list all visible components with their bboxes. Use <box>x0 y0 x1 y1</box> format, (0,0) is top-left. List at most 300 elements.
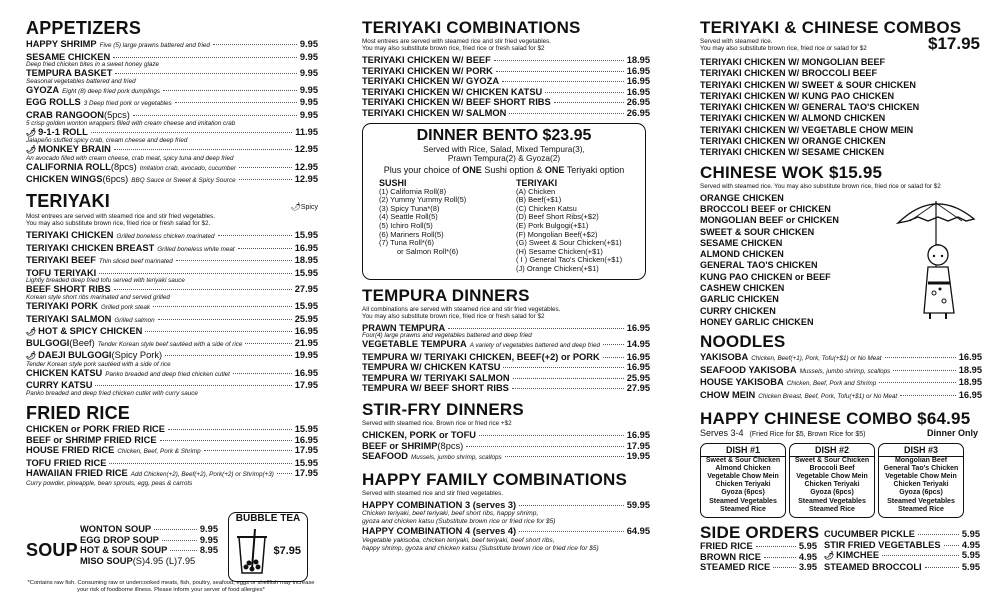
menu-item-wonton-soup <box>80 524 218 535</box>
menu-item-teriyaki-chicken-breast <box>26 243 318 256</box>
item-subtext: 5 crisp golden wonton wrappers filled with cream cheese and imitation crab <box>26 119 236 127</box>
item-name: CHICKEN KATSU <box>26 367 103 378</box>
item-qualifier: (Beef) <box>69 337 95 348</box>
dot-leader <box>944 545 959 546</box>
item-price: 9.95 <box>199 534 218 545</box>
item-name: TEMPURA W/ TERIYAKI SALMON <box>362 372 510 383</box>
menu-item-teriyaki-chicken-w-beef <box>362 55 650 66</box>
item-description: Chicken, Beef(+1), Pork, Tofu(+$1) or No Meat <box>751 355 882 363</box>
dot-leader <box>158 319 292 320</box>
menu-item-teriyaki-chicken-w-salmon <box>362 108 650 119</box>
item-price: 3.95 <box>798 562 817 573</box>
item-price: 16.95 <box>958 352 982 363</box>
item-price: 11.95 <box>295 126 318 137</box>
menu-item-tempura-w-beef-short-ribs <box>362 383 650 394</box>
dot-leader <box>113 57 297 58</box>
menu-item-brown-rice <box>700 552 817 563</box>
item-price: 16.95 <box>626 65 650 76</box>
menu-item-beef-or-shrimp-fried-rice <box>26 435 318 446</box>
item-name: TERIYAKI CHICKEN W/ SALMON <box>362 107 507 118</box>
menu-item-teriyaki-chicken-w-vegetable-chow-mein: TERIYAKI CHICKEN W/ VEGETABLE CHOW MEIN <box>700 124 914 135</box>
dinner-bento-box <box>362 123 646 280</box>
item-price: 16.95 <box>958 390 982 401</box>
item-name: TERIYAKI BEEF <box>26 255 96 266</box>
item-price: 12.95 <box>294 174 318 185</box>
item-name: TEMPURA W/ BEEF SHORT RIBS <box>362 383 509 394</box>
noodles-title: NOODLES <box>700 332 786 352</box>
item-price: 16.95 <box>626 86 650 97</box>
bento-option: (E) Pork Bulgogi(+$1) <box>516 220 589 230</box>
item-name: EGG DROP SOUP <box>80 534 159 545</box>
side-orders-title: SIDE ORDERS <box>700 523 820 543</box>
bento-sushi-options <box>379 178 500 274</box>
item-price: 18.95 <box>626 55 650 65</box>
item-price: 8.95 <box>199 545 218 556</box>
bento-option: (7) Tuna Roll*(6) <box>379 238 435 248</box>
item-name: EGG ROLLS <box>26 97 81 108</box>
item-price: 27.95 <box>626 383 650 394</box>
menu-item-chicken-katsu <box>26 368 318 381</box>
item-price: 9.95 <box>299 97 318 108</box>
item-description: Five (5) large prawns battered and fried <box>99 42 210 49</box>
dot-leader <box>603 357 624 358</box>
dot-leader <box>114 149 292 150</box>
chili-icon: 🌶 <box>26 351 37 361</box>
dish-item: Gyoza (6pcs) <box>721 489 765 497</box>
bento-option: (A) Chicken <box>516 186 556 196</box>
item-price: 16.95 <box>626 322 650 333</box>
dot-leader <box>176 260 292 261</box>
item-subtext: Deep fried chicken bites in a sweet honey glaze <box>26 61 160 69</box>
item-price: 25.95 <box>294 313 318 324</box>
item-description: Tender Korean style beef sautéed with a side of rice <box>97 340 243 348</box>
dot-leader <box>99 273 291 274</box>
menu-item-sweet-sour-chicken: SWEET & SOUR CHICKEN <box>700 226 815 237</box>
dot-leader <box>603 344 624 345</box>
dot-leader <box>503 367 623 368</box>
tc-combos-title: TERIYAKI & CHINESE COMBOS <box>700 18 962 37</box>
item-name: TERIYAKI CHICKEN W/ PORK <box>362 65 493 76</box>
dish-box-3 <box>878 443 964 518</box>
teriyaki-combos-note-2: You may also substitute brown rice, fried rice or fresh salad for $2 <box>362 45 545 52</box>
dish-item: Steamed Rice <box>809 505 855 513</box>
wok-title: CHINESE WOK $15.95 <box>700 162 883 182</box>
tc-combos-list <box>700 57 982 159</box>
dish-item: Steamed Vegetables <box>709 497 777 505</box>
dish-item: Vegetable Chow Mein <box>707 473 779 481</box>
dot-leader <box>479 435 624 436</box>
bubble-tea-price: $7.95 <box>273 545 301 557</box>
dot-leader <box>133 115 297 116</box>
soup-title: SOUP <box>26 540 78 560</box>
dot-leader <box>494 60 624 61</box>
dish-item: Steamed Rice <box>720 505 766 513</box>
item-qualifier: (Spicy Pork) <box>111 350 163 361</box>
soup-list <box>80 524 218 566</box>
bento-option: (3) Spicy Tuna*(8) <box>379 203 440 213</box>
item-name: HAPPY SHRIMP <box>26 39 97 49</box>
dot-leader <box>163 90 297 91</box>
item-name: WONTON SOUP <box>80 524 152 534</box>
item-name: HAPPY COMBINATION 3 (serves 3) <box>362 499 517 510</box>
item-description: A variety of vegetables battered and deep fried <box>469 342 601 350</box>
bento-option: or Salmon Roll*(6) <box>397 246 459 256</box>
item-price: 16.95 <box>626 76 650 87</box>
menu-item-yakisoba <box>700 352 982 365</box>
menu-item-teriyaki-chicken-w-sesame-chicken: TERIYAKI CHICKEN W/ SESAME CHICKEN <box>700 147 885 158</box>
family-note: Served with steamed rice and stir fried vegetables. <box>362 489 504 497</box>
chili-icon: 🌶 <box>26 327 37 337</box>
item-name: FRIED RICE <box>700 541 753 552</box>
dish-item: Vegetable Chow Mein <box>796 473 868 481</box>
menu-item-egg-rolls <box>26 97 318 110</box>
item-subtext: Tender Korean style pork sautéed with a side of rice <box>26 360 171 368</box>
dot-leader <box>153 306 292 307</box>
item-description: Add Chicken(+2), Beef(+2), Pork(+2) or Shrimp(+3) <box>130 471 274 479</box>
item-description: Eight (8) deep fried pork dumplings <box>62 87 161 95</box>
teriyaki-note-1: Most entrees are served with steamed rice and stir fried vegetables. <box>26 212 215 220</box>
menu-item-teriyaki-chicken-w-beef-short-ribs <box>362 97 650 108</box>
item-price: 26.95 <box>626 97 650 108</box>
menu-item-chicken-pork-or-tofu <box>362 430 650 441</box>
dot-leader <box>233 373 292 374</box>
chili-icon: 🌶 <box>290 201 301 211</box>
menu-item-tempura-w-teriyaki-salmon <box>362 373 650 384</box>
menu-item-broccoli-beef-or-chicken: BROCCOLI BEEF or CHICKEN <box>700 203 831 214</box>
item-name: TERIYAKI CHICKEN BREAST <box>26 242 155 253</box>
item-description: Chicken, Beef, Pork and Shrimp <box>786 380 877 388</box>
dot-leader <box>154 529 197 530</box>
item-subtext: happy shrimp, gyoza and chicken katsu (Substitute brown rice or fried rice for $5) <box>362 545 599 553</box>
item-price: 17.95 <box>294 380 318 391</box>
dish-item: Vegetable Chow Mein <box>885 473 957 481</box>
item-price: 5.95 <box>961 550 980 561</box>
stirfry-note: Served with steamed rice. Brown rice or fried rice +$2 <box>362 420 512 428</box>
dish-box-1 <box>700 443 786 518</box>
bento-option: (F) Mongolian Beef(+$2) <box>516 229 598 239</box>
dot-leader <box>245 343 291 344</box>
menu-item-steamed-broccoli <box>824 562 980 573</box>
noodles-list <box>700 352 982 402</box>
menu-item-house-yakisoba <box>700 377 982 390</box>
item-name: SESAME CHICKEN <box>26 51 111 62</box>
menu-item-miso-soup <box>80 556 218 567</box>
family-title: HAPPY FAMILY COMBINATIONS <box>362 469 628 489</box>
bubble-tea-box <box>228 512 308 582</box>
item-name: STEAMED BROCCOLI <box>824 561 922 572</box>
item-price: 21.95 <box>294 337 318 348</box>
bento-option: (6) Mariners Roll(5) <box>379 229 444 239</box>
dish-item: Chicken Teriyaki <box>715 481 771 489</box>
menu-item-teriyaki-chicken-w-chicken-katsu <box>362 87 650 98</box>
item-price: 15.95 <box>294 300 318 311</box>
dot-leader <box>160 440 292 441</box>
menu-item-almond-chicken: ALMOND CHICKEN <box>700 249 784 260</box>
menu-item-teriyaki-chicken-w-pork <box>362 66 650 77</box>
item-price: 16.95 <box>294 242 318 253</box>
bento-option: (C) Chicken Katsu <box>516 203 577 213</box>
dot-leader <box>519 531 624 532</box>
tc-combos-note-1: Served with steamed rice. <box>700 38 773 45</box>
bento-choice: Plus your choice of ONE Sushi option & ONE Teriyaki option <box>383 164 625 175</box>
dot-leader <box>554 102 624 103</box>
dot-leader <box>756 546 796 547</box>
menu-item-teriyaki-chicken-w-sweet-sour-chicken: TERIYAKI CHICKEN W/ SWEET & SOUR CHICKEN <box>700 79 916 90</box>
menu-item-garlic-chicken: GARLIC CHICKEN <box>700 294 779 305</box>
item-subtext: Lightly breaded deep fried tofu served with teriyaki sauce <box>26 277 185 285</box>
dot-leader <box>168 429 292 430</box>
bento-option: (1) California Roll(8) <box>379 186 447 196</box>
dot-leader <box>505 456 624 457</box>
geisha-umbrella-illustration <box>890 193 980 323</box>
menu-item-tofu-fried-rice <box>26 458 318 469</box>
item-name: TERIYAKI CHICKEN W/ BEEF SHORT RIBS <box>362 97 551 108</box>
item-price: 14.95 <box>626 339 650 350</box>
dot-leader <box>109 463 291 464</box>
item-description: Chicken, Beef, Pork & Shrimp <box>117 448 201 456</box>
dish-item: General Tao's Chicken <box>883 464 959 472</box>
item-name: HOUSE YAKISOBA <box>700 377 784 388</box>
bento-option: (J) Orange Chicken(+$1) <box>516 263 599 273</box>
teriyaki-combos-note-1: Most entrees are served with steamed rice and stir fried vegetables. <box>362 38 551 45</box>
dishes-row <box>700 443 982 518</box>
item-qualifier: (8pcs) <box>110 161 137 172</box>
bubble-tea-cup-icon <box>235 529 269 575</box>
dot-leader <box>277 473 292 474</box>
item-name: MISO SOUP <box>80 555 133 566</box>
teriyaki-title: TERIYAKI <box>26 190 110 211</box>
chili-icon: 🌶 <box>26 127 37 137</box>
dot-leader <box>512 388 624 389</box>
item-name: HOUSE FRIED RICE <box>26 445 115 456</box>
stirfry-title: STIR-FRY DINNERS <box>362 400 524 420</box>
dot-leader <box>162 540 197 541</box>
item-description: Imitation crab, avocado, cucumber <box>139 164 236 172</box>
item-subtext: Jalapeño stuffed spicy crab, cream cheese and deep fried <box>26 137 188 145</box>
item-name: TERIYAKI CHICKEN W/ CHICKEN KATSU <box>362 86 543 97</box>
menu-item-mongolian-beef-or-chicken: MONGOLIAN BEEF or CHICKEN <box>700 215 839 226</box>
dot-leader <box>773 567 796 568</box>
bento-option: (G) Sweet & Sour Chicken(+$1) <box>516 238 622 248</box>
dish-title: DISH #1 <box>701 444 785 457</box>
item-price: 5.95 <box>961 529 980 540</box>
dot-leader <box>218 235 292 236</box>
item-name: VEGETABLE TEMPURA <box>362 339 467 350</box>
bento-option: (5) Ichiro Roll(5) <box>379 220 433 230</box>
wok-note: Served with steamed rice. You may also substitute brown rice, fried rice or salad for $2 <box>700 182 941 190</box>
menu-item-tempura-w-teriyaki-chicken-beef-2-or-pork <box>362 352 650 363</box>
dot-leader <box>238 248 292 249</box>
appetizers-list <box>26 39 318 187</box>
item-price: 26.95 <box>626 107 650 118</box>
teriyaki-note-2: You may also substitute brown rice, fried rice or fresh salad for $2. <box>26 219 211 227</box>
dot-leader <box>513 378 624 379</box>
bento-title: DINNER BENTO $23.95 <box>416 126 592 144</box>
menu-item-teriyaki-chicken-w-almond-chicken: TERIYAKI CHICKEN W/ ALMOND CHICKEN <box>700 113 886 124</box>
dot-leader <box>115 73 296 74</box>
dot-leader <box>519 505 624 506</box>
stirfry-list <box>362 430 650 464</box>
item-name: CHOW MEIN <box>700 390 756 401</box>
tc-combos-price: $17.95 <box>928 34 980 53</box>
menu-item-teriyaki-beef <box>26 255 318 268</box>
dish-item: Almond Chicken <box>715 464 771 472</box>
menu-item-teriyaki-chicken-w-broccoli-beef: TERIYAKI CHICKEN W/ BROCCOLI BEEF <box>700 68 877 79</box>
item-name: CUCUMBER PICKLE <box>824 529 915 540</box>
item-description: Grilled boneless white meat <box>157 245 235 253</box>
dot-leader <box>239 167 292 168</box>
item-name: BEEF or SHRIMP FRIED RICE <box>26 434 157 445</box>
item-name: TOFU TERIYAKI <box>26 267 97 278</box>
dot-leader <box>239 179 292 180</box>
dot-leader <box>91 132 292 133</box>
menu-item-teriyaki-chicken <box>26 230 318 243</box>
item-price: 17.95 <box>626 440 650 451</box>
item-description: Mussels, jumbo shrimp, scallops <box>799 367 891 375</box>
item-qualifier: (5pcs) <box>104 109 130 120</box>
dish-item: Sweet & Sour Chicken <box>705 456 781 464</box>
item-name: SEAFOOD <box>362 451 408 462</box>
dish-title: DISH #3 <box>879 444 963 457</box>
item-name: HAPPY COMBINATION 4 (serves 4) <box>362 526 517 537</box>
item-description: Chicken Breast, Beef, Pork, Tofu(+$1) or No Meat <box>758 393 898 401</box>
item-subtext: Panko breaded and deep fried chicken cutlet with curry sauce <box>26 390 198 398</box>
item-name: CHICKEN, PORK or TOFU <box>362 430 476 441</box>
item-name: CHICKEN or PORK FRIED RICE <box>26 424 165 435</box>
item-price: 59.95 <box>626 499 650 510</box>
menu-item-happy-shrimp <box>26 39 318 52</box>
bento-teriyaki-options <box>516 178 637 274</box>
item-price: 17.95 <box>294 445 318 456</box>
column-middle <box>362 0 650 612</box>
dot-leader <box>502 81 624 82</box>
item-price: 19.95 <box>626 451 650 462</box>
bubble-tea-title: BUBBLE TEA <box>235 513 301 524</box>
item-description: Grilled pork steak <box>100 303 150 311</box>
item-subtext: Seasonal vegetables battered and fried <box>26 77 136 85</box>
menu-item-teriyaki-salmon <box>26 314 318 327</box>
item-subtext: Chicken teriyaki, beef teriyaki, beef short ribs, happy shrimp, <box>362 510 539 518</box>
item-price: 5.95 <box>961 561 980 572</box>
item-description: Grilled salmon <box>114 316 155 324</box>
item-description: Panko breaded and deep fried chicken cutlet <box>105 370 230 378</box>
item-name: TEMPURA BASKET <box>26 68 113 79</box>
dot-leader <box>170 550 197 551</box>
menu-item-house-fried-rice <box>26 445 318 458</box>
dot-leader <box>213 44 297 45</box>
fried-rice-title: FRIED RICE <box>26 403 131 424</box>
happy-chinese-note: (Fried Rice for $5, Brown Rice for $5) <box>749 430 866 438</box>
menu-item-gyoza <box>26 85 318 98</box>
dot-leader <box>925 567 959 568</box>
bento-info-1: Served with Rice, Salad, Mixed Tempura(3), <box>423 143 585 154</box>
menu-item-teriyaki-chicken-w-mongolian-beef: TERIYAKI CHICKEN W/ MONGOLIAN BEEF <box>700 57 886 67</box>
dish-item: Mongolian Beef <box>894 456 948 464</box>
item-qualifier: (S)4.95 (L)7.95 <box>132 555 196 566</box>
item-price: 18.95 <box>958 364 982 375</box>
menu-item-hot-sour-soup <box>80 545 218 556</box>
item-price: 27.95 <box>294 284 318 295</box>
menu-item-teriyaki-chicken-w-kung-pao-chicken: TERIYAKI CHICKEN W/ KUNG PAO CHICKEN <box>700 90 895 101</box>
item-description: Mussels, jumbo shrimp, scallops <box>410 454 502 462</box>
menu-item-hot-spicy-chicken <box>26 326 318 338</box>
spicy-legend <box>291 202 318 211</box>
item-name: HOT & SOUR SOUP <box>80 545 168 556</box>
item-price: 64.95 <box>626 526 650 537</box>
item-name: STEAMED RICE <box>700 562 771 573</box>
menu-item-tempura-w-chicken-katsu <box>362 362 650 373</box>
item-price: 9.95 <box>299 109 318 120</box>
bento-option: (H) Sesame Chicken(+$1) <box>516 246 603 256</box>
dot-leader <box>545 92 623 93</box>
menu-item-california-roll <box>26 162 318 175</box>
menu-item-teriyaki-chicken-w-general-tao-s-chicken: TERIYAKI CHICKEN W/ GENERAL TAO'S CHICKEN <box>700 102 920 113</box>
menu-item-seafood-yakisoba <box>700 365 982 378</box>
dish-item: Sweet & Sour Chicken <box>794 456 870 464</box>
menu-item-kung-pao-chicken-or-beef: KUNG PAO CHICKEN or BEEF <box>700 271 831 282</box>
dish-item: Steamed Vegetables <box>887 497 955 505</box>
chili-icon: 🌶 <box>824 551 835 561</box>
item-name: TEMPURA W/ TERIYAKI CHICKEN, BEEF(+2) or PORK <box>362 351 600 362</box>
item-name: BEEF SHORT RIBS <box>26 284 111 295</box>
dish-item: Steamed Rice <box>898 505 944 513</box>
item-description: BBQ Sauce or Sweet & Spicy Source <box>131 177 236 185</box>
item-price: 9.95 <box>299 39 318 49</box>
item-price: 18.95 <box>958 377 982 388</box>
item-price: 12.95 <box>294 161 318 172</box>
bento-teriyaki-title: TERIYAKI <box>516 177 558 188</box>
item-subtext: Vegetable yakisoba, chicken teriyaki, beef teriyaki, beef short ribs, <box>362 537 555 545</box>
item-name: TERIYAKI CHICKEN W/ BEEF <box>362 55 491 65</box>
item-price: 5.95 <box>798 541 817 552</box>
item-name: HAWAIIAN FRIED RICE <box>26 468 128 479</box>
menu-item-teriyaki-chicken-w-orange-chicken: TERIYAKI CHICKEN W/ ORANGE CHICKEN <box>700 136 886 147</box>
item-price: 4.95 <box>961 539 980 550</box>
item-price: 16.95 <box>626 351 650 362</box>
dot-leader <box>882 555 959 556</box>
menu-item-fried-rice <box>700 541 817 552</box>
column-right <box>700 0 982 612</box>
tempura-note-1: All combinations are served with steamed rice and stir fried vegetables. <box>362 305 561 313</box>
item-price: 25.95 <box>626 372 650 383</box>
bento-sushi-title: SUSHI <box>379 177 407 188</box>
item-name: KIMCHEE <box>836 550 880 561</box>
column-left <box>26 0 318 612</box>
item-name: HOT & SPICY CHICKEN <box>38 326 143 337</box>
dot-leader <box>95 385 291 386</box>
menu-item-happy-combination-3-serves-3 <box>362 500 650 511</box>
menu-item-cucumber-pickle <box>824 529 980 540</box>
item-subtext: gyoza and chicken katsu (Substitute brown rice or fried rice for $5) <box>362 518 556 526</box>
item-name: 9-1-1 ROLL <box>38 126 88 137</box>
item-name: CHICKEN WINGS <box>26 174 103 185</box>
item-name: TOFU FRIED RICE <box>26 457 107 468</box>
item-price: 4.95 <box>798 551 817 562</box>
item-subtext: An avocado filled with cream cheese, crab meat, spicy tuna and deep fried <box>26 154 234 162</box>
item-price: 15.95 <box>294 229 318 240</box>
item-price: 9.95 <box>299 68 318 79</box>
dot-leader <box>466 446 623 447</box>
item-name: MONKEY BRAIN <box>38 144 111 155</box>
dinner-only-label: Dinner Only <box>926 427 978 438</box>
item-name: SEAFOOD YAKISOBA <box>700 364 797 375</box>
menu-item-teriyaki-chicken-w-gyoza <box>362 76 650 87</box>
item-qualifier: (6pcs) <box>102 174 129 185</box>
item-price: 9.95 <box>299 84 318 95</box>
item-subtext: Korean style short ribs marinated and served grilled <box>26 293 170 301</box>
item-price: 9.95 <box>299 51 318 62</box>
dot-leader <box>496 71 624 72</box>
